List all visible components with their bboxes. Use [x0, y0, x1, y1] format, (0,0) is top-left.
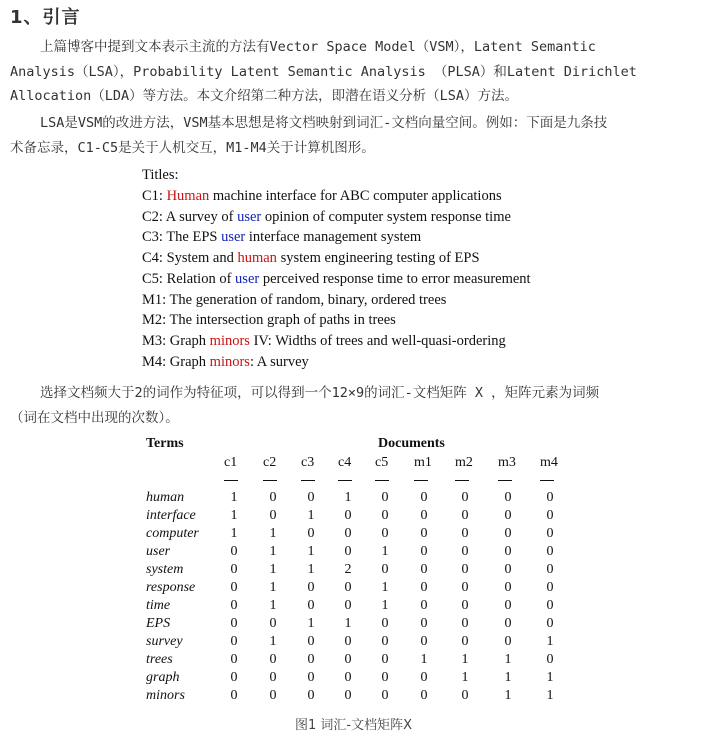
- matrix-cell: 1: [546, 634, 554, 649]
- matrix-cell: 1: [461, 670, 469, 685]
- highlighted-word: minors: [209, 353, 250, 370]
- matrix-cell: 1: [269, 544, 277, 559]
- matrix-cell: 1: [504, 688, 512, 703]
- matrix-cell: 0: [420, 688, 428, 703]
- matrix-cell: 0: [307, 688, 315, 703]
- figure-caption: 图1 词汇-文档矩阵X: [294, 718, 412, 733]
- term-label: user: [146, 544, 171, 559]
- matrix-cell: 0: [381, 490, 389, 505]
- matrix-cell: 0: [307, 580, 315, 595]
- matrix-cell: 0: [307, 490, 315, 505]
- title-text: system engineering testing of EPS: [276, 250, 480, 267]
- matrix-cell: 0: [230, 580, 238, 595]
- column-header: c5: [375, 455, 389, 470]
- column-underline: [224, 480, 238, 481]
- term-document-matrix-figure: [135, 433, 575, 710]
- matrix-cell: 0: [381, 634, 389, 649]
- matrix-cell: 0: [504, 634, 512, 649]
- matrix-cell: 0: [420, 598, 428, 613]
- matrix-cell: 0: [546, 490, 554, 505]
- column-header: m3: [498, 455, 516, 470]
- title-text: M2: The intersection graph of paths in trees: [142, 312, 396, 329]
- matrix-cell: 0: [344, 508, 352, 523]
- title-line: [142, 312, 396, 329]
- lsa-line-1: LSA是VSM的改进方法，VSM基本思想是将文档映射到词汇-文档向量空间。例如：下面是九条技: [40, 115, 608, 131]
- matrix-cell: 0: [504, 526, 512, 541]
- matrix-cell: 0: [381, 562, 389, 577]
- matrix-cell: 1: [381, 580, 389, 595]
- matrix-cell: 0: [504, 580, 512, 595]
- matrix-cell: 0: [504, 508, 512, 523]
- term-label: computer: [146, 526, 199, 541]
- title-line: [142, 229, 421, 246]
- matrix-cell: 0: [546, 508, 554, 523]
- matrix-cell: 0: [461, 688, 469, 703]
- matrix-cell: 1: [269, 598, 277, 613]
- matrix-cell: 0: [504, 616, 512, 631]
- matrix-cell: 0: [461, 544, 469, 559]
- matrix-cell: 0: [344, 544, 352, 559]
- matrix-cell: 0: [504, 562, 512, 577]
- matrix-cell: 0: [269, 490, 277, 505]
- matrix-cell: 0: [420, 580, 428, 595]
- highlighted-word: minors: [209, 332, 250, 349]
- matrix-cell: 0: [269, 652, 277, 667]
- title-text: C5: Relation of: [142, 270, 236, 287]
- column-header: c4: [338, 455, 352, 470]
- matrix-cell: 1: [546, 670, 554, 685]
- title-text: M4: Graph: [142, 353, 210, 370]
- matrix-cell: 1: [269, 562, 277, 577]
- title-text: opinion of computer system response time: [261, 208, 511, 225]
- matrix-cell: 0: [230, 670, 238, 685]
- matrix-cell: 0: [269, 508, 277, 523]
- matrix-cell: 0: [344, 526, 352, 541]
- term-label: minors: [146, 688, 185, 703]
- title-text: C1:: [142, 188, 167, 204]
- matrix-cell: 0: [269, 670, 277, 685]
- matrix-line-1: 选择文档频大于2的词作为特征项，可以得到一个12×9的词汇-文档矩阵 X ，矩阵元素为词频: [40, 385, 600, 401]
- matrix-cell: 0: [546, 544, 554, 559]
- intro-line-3: Allocation（LDA）等方法。本文介绍第二种方法，即潜在语义分析（LSA）方法。: [10, 88, 519, 104]
- matrix-cell: 1: [269, 634, 277, 649]
- term-label: survey: [146, 634, 183, 649]
- matrix-cell: 0: [230, 688, 238, 703]
- column-header: c3: [301, 455, 315, 470]
- matrix-cell: 1: [504, 652, 512, 667]
- matrix-cell: 0: [381, 652, 389, 667]
- matrix-cell: 0: [546, 616, 554, 631]
- matrix-cell: 0: [420, 526, 428, 541]
- term-label: human: [146, 490, 185, 505]
- lsa-paragraph: [10, 111, 700, 160]
- matrix-cell: 1: [269, 580, 277, 595]
- title-line: [142, 250, 480, 267]
- title-line: [142, 333, 506, 350]
- intro-paragraph: [10, 35, 700, 109]
- matrix-cell: 0: [420, 634, 428, 649]
- highlighted-word: user: [221, 229, 246, 246]
- intro-line-1: 上篇博客中提到文本表示主流的方法有Vector Space Model（VSM），Latent Semantic: [40, 39, 596, 55]
- column-header: m2: [455, 455, 473, 470]
- titles-figure: [135, 165, 575, 376]
- matrix-cell: 0: [230, 634, 238, 649]
- matrix-cell: 0: [420, 616, 428, 631]
- term-label: interface: [146, 508, 196, 523]
- highlighted-word: user: [237, 208, 262, 225]
- matrix-cell: 0: [381, 616, 389, 631]
- highlighted-word: user: [235, 270, 260, 287]
- matrix-cell: 0: [461, 526, 469, 541]
- matrix-cell: 0: [381, 688, 389, 703]
- matrix-cell: 0: [461, 580, 469, 595]
- column-header: m4: [540, 455, 558, 470]
- matrix-cell: 0: [420, 544, 428, 559]
- column-underline: [455, 480, 469, 481]
- column-underline: [414, 480, 428, 481]
- title-text: M3: Graph: [142, 332, 210, 349]
- matrix-cell: 0: [230, 616, 238, 631]
- matrix-cell: 0: [307, 652, 315, 667]
- matrix-cell: 0: [381, 670, 389, 685]
- title-line: [142, 354, 309, 371]
- column-header: c1: [224, 455, 238, 470]
- term-label: trees: [146, 652, 173, 667]
- matrix-cell: 0: [344, 634, 352, 649]
- matrix-cell: 0: [230, 562, 238, 577]
- matrix-cell: 1: [344, 616, 352, 631]
- title-line: [142, 292, 446, 309]
- matrix-cell: 1: [344, 490, 352, 505]
- matrix-cell: 0: [344, 688, 352, 703]
- matrix-cell: 2: [344, 562, 352, 577]
- matrix-cell: 0: [461, 598, 469, 613]
- column-underline: [301, 480, 315, 481]
- title-text: C3: The EPS: [142, 229, 222, 246]
- term-label: time: [146, 598, 171, 613]
- term-label: response: [146, 580, 196, 595]
- matrix-cell: 1: [461, 652, 469, 667]
- title-text: M1: The generation of random, binary, ordered trees: [142, 291, 447, 308]
- documents-header: Documents: [378, 436, 445, 451]
- matrix-cell: 0: [344, 652, 352, 667]
- matrix-cell: 0: [546, 526, 554, 541]
- column-underline: [540, 480, 554, 481]
- matrix-cell: 1: [307, 544, 315, 559]
- matrix-cell: 0: [504, 598, 512, 613]
- matrix-cell: 1: [230, 490, 238, 505]
- matrix-cell: 0: [461, 490, 469, 505]
- term-label: system: [146, 562, 184, 577]
- highlighted-word: human: [237, 250, 277, 267]
- matrix-cell: 1: [307, 562, 315, 577]
- matrix-cell: 0: [420, 508, 428, 523]
- matrix-cell: 0: [381, 508, 389, 523]
- highlighted-word: Human: [166, 188, 210, 204]
- matrix-cell: 0: [420, 490, 428, 505]
- title-text: interface management system: [245, 229, 422, 246]
- title-text: : A survey: [249, 353, 309, 370]
- matrix-cell: 1: [420, 652, 428, 667]
- matrix-cell: 0: [504, 544, 512, 559]
- matrix-cell: 1: [269, 526, 277, 541]
- title-line: [142, 271, 531, 288]
- title-line: [142, 188, 502, 205]
- matrix-cell: 0: [461, 508, 469, 523]
- matrix-cell: 0: [307, 598, 315, 613]
- intro-line-2: Analysis（LSA），Probability Latent Semantic Analysis （PLSA）和Latent Dirichlet: [10, 63, 637, 80]
- matrix-cell: 0: [344, 670, 352, 685]
- title-line: [142, 209, 511, 226]
- title-text: perceived response time to error measurement: [259, 270, 531, 287]
- matrix-cell: 1: [381, 544, 389, 559]
- matrix-cell: 0: [307, 670, 315, 685]
- matrix-cell: 1: [230, 508, 238, 523]
- matrix-line-2: （词在文档中出现的次数）。: [10, 409, 179, 426]
- title-text: IV: Widths of trees and well-quasi-ordering: [249, 332, 506, 349]
- matrix-cell: 0: [269, 688, 277, 703]
- matrix-cell: 0: [504, 490, 512, 505]
- column-underline: [263, 480, 277, 481]
- matrix-cell: 0: [230, 652, 238, 667]
- column-underline: [375, 480, 389, 481]
- column-header: c2: [263, 455, 277, 470]
- matrix-cell: 0: [344, 598, 352, 613]
- matrix-cell: 0: [546, 580, 554, 595]
- matrix-cell: 0: [344, 580, 352, 595]
- matrix-cell: 1: [230, 526, 238, 541]
- matrix-cell: 0: [307, 634, 315, 649]
- column-underline: [338, 480, 352, 481]
- column-header: m1: [414, 455, 432, 470]
- matrix-cell: 1: [504, 670, 512, 685]
- matrix-cell: 0: [420, 670, 428, 685]
- matrix-cell: 0: [381, 526, 389, 541]
- title-text: machine interface for ABC computer applications: [209, 188, 502, 204]
- matrix-cell: 1: [307, 508, 315, 523]
- matrix-cell: 1: [307, 616, 315, 631]
- section-heading: 1、引言: [10, 7, 81, 28]
- matrix-cell: 0: [546, 598, 554, 613]
- matrix-cell: 0: [546, 652, 554, 667]
- matrix-cell: 0: [307, 526, 315, 541]
- matrix-cell: 0: [461, 562, 469, 577]
- terms-header: Terms: [146, 436, 184, 451]
- matrix-cell: 0: [269, 616, 277, 631]
- titles-header: Titles:: [142, 167, 179, 183]
- matrix-cell: 0: [461, 616, 469, 631]
- matrix-cell: 1: [381, 598, 389, 613]
- term-label: graph: [146, 670, 180, 685]
- matrix-cell: 0: [461, 634, 469, 649]
- lsa-line-2: 术备忘录，C1-C5是关于人机交互，M1-M4关于计算机图形。: [10, 139, 375, 156]
- matrix-cell: 0: [230, 598, 238, 613]
- matrix-paragraph: [10, 381, 700, 430]
- matrix-cell: 0: [230, 544, 238, 559]
- matrix-cell: 0: [420, 562, 428, 577]
- matrix-cell: 1: [546, 688, 554, 703]
- matrix-cell: 0: [546, 562, 554, 577]
- title-text: C4: System and: [142, 250, 238, 267]
- column-underline: [498, 480, 512, 481]
- term-label: EPS: [146, 616, 171, 631]
- title-text: C2: A survey of: [142, 208, 238, 225]
